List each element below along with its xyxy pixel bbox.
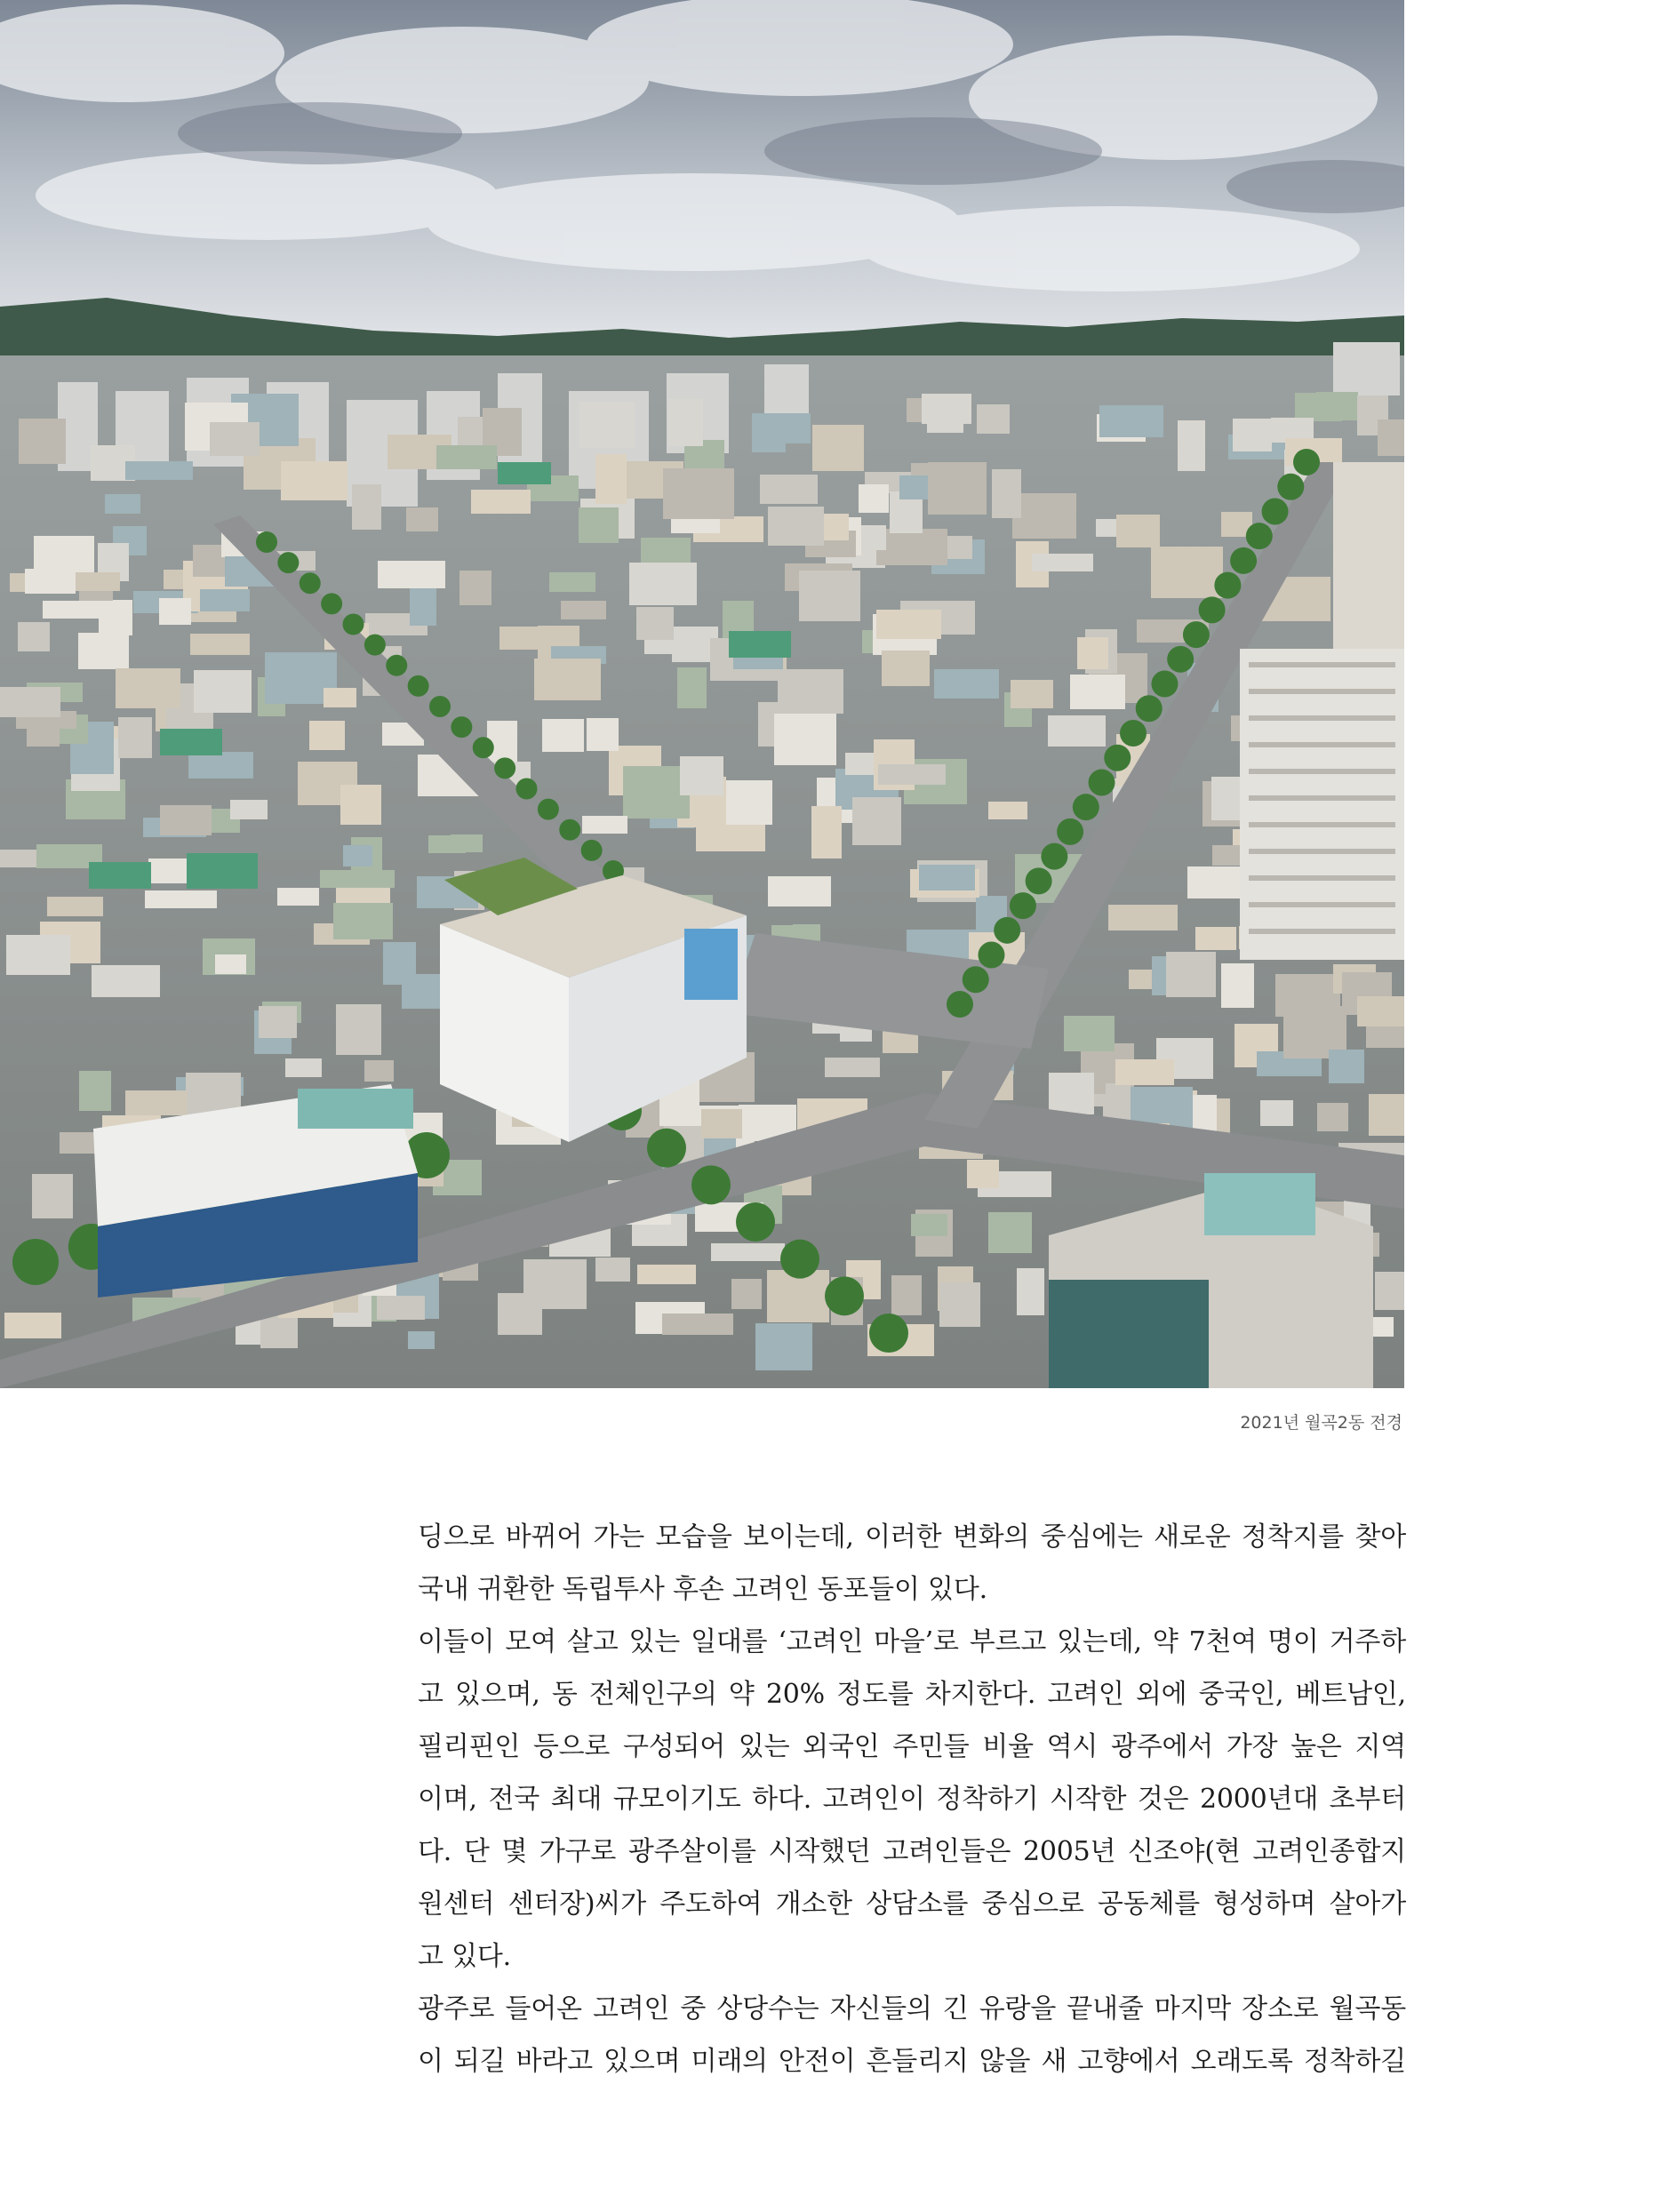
house-block: [760, 475, 818, 504]
house-block: [1151, 547, 1223, 598]
house-block: [582, 816, 627, 834]
house-block: [878, 764, 946, 785]
house-block: [663, 468, 734, 519]
house-block: [259, 1006, 297, 1038]
house-block: [118, 717, 152, 758]
house-block: [1064, 1016, 1115, 1051]
house-block: [731, 1279, 762, 1309]
house-block: [845, 753, 875, 775]
tree: [559, 819, 580, 841]
tree: [1151, 671, 1178, 698]
body-line: 딩으로 바뀌어 가는 모습을 보이는데, 이러한 변화의 중심에는 새로운 정착지를 찾아: [418, 1521, 1406, 1553]
house-block: [43, 601, 114, 619]
house-block: [32, 1174, 73, 1218]
house-block: [200, 589, 250, 611]
tree: [277, 552, 299, 573]
house-block: [499, 627, 538, 650]
tree: [780, 1240, 819, 1279]
house-block: [768, 507, 824, 546]
tree: [1010, 892, 1036, 919]
house-block: [911, 1214, 947, 1236]
house-block: [1115, 1059, 1174, 1085]
house-block: [277, 888, 319, 906]
house-block: [680, 756, 723, 795]
house-block: [1317, 1103, 1348, 1131]
house-block: [1195, 927, 1236, 950]
house-block: [210, 422, 260, 456]
tree: [321, 593, 342, 614]
house-block: [542, 719, 584, 752]
house-block: [92, 965, 160, 997]
house-block: [1099, 405, 1163, 437]
house-block: [19, 419, 66, 464]
house-block: [230, 800, 268, 819]
house-block: [459, 571, 491, 605]
tree: [1262, 498, 1289, 524]
house-block: [451, 834, 483, 852]
house-block: [1048, 715, 1106, 747]
house-block: [641, 538, 691, 566]
house-block: [922, 394, 971, 424]
house-block: [534, 659, 601, 700]
house-block: [343, 845, 372, 866]
house-block: [193, 545, 225, 577]
tree: [1120, 720, 1147, 747]
tree: [1057, 819, 1083, 845]
body-line: 고 있다.: [418, 1941, 512, 1972]
tree: [869, 1314, 908, 1353]
tree: [1214, 572, 1241, 599]
house-block: [47, 897, 103, 916]
tree: [825, 1276, 864, 1315]
article-body: [418, 1511, 1406, 2088]
house-block: [636, 607, 674, 640]
house-block: [410, 584, 436, 626]
house-block: [1077, 637, 1108, 669]
house-block: [188, 752, 253, 779]
tree: [1199, 596, 1226, 623]
body-line: 이 되길 바라고 있으며 미래의 안전이 흔들리지 않을 새 고향에서 오래도록 정착하길: [418, 2046, 1406, 2077]
house-block: [1329, 1050, 1364, 1083]
house-block: [859, 525, 886, 550]
tree: [1246, 523, 1273, 549]
tree: [647, 1129, 686, 1168]
house-block: [629, 563, 697, 605]
tree: [386, 655, 407, 676]
house-block: [436, 445, 497, 469]
tree: [1073, 794, 1099, 820]
house-block: [637, 1265, 696, 1284]
tree: [947, 991, 973, 1018]
house-block: [406, 507, 438, 531]
tree: [494, 757, 515, 779]
house-block: [988, 802, 1027, 819]
house-block: [364, 1060, 394, 1082]
body-line: 국내 귀환한 독립투사 후손 고려인 동포들이 있다.: [418, 1574, 987, 1605]
house-block: [378, 561, 445, 588]
body-line: 필리핀인 등으로 구성되어 있는 외국인 주민들 비율 역시 광주에서 가장 높은 지역: [418, 1731, 1406, 1762]
house-block: [1032, 554, 1093, 571]
house-block: [587, 718, 619, 751]
house-block: [1211, 777, 1243, 820]
tree: [1136, 695, 1163, 722]
house-block: [876, 529, 947, 565]
tree: [343, 614, 364, 635]
tree: [1167, 646, 1194, 673]
house-block: [1070, 675, 1125, 709]
house-block: [1166, 952, 1216, 997]
house-block: [377, 1296, 425, 1320]
house-block: [1375, 1272, 1404, 1310]
house-block: [79, 1071, 111, 1111]
body-line: 다. 단 몇 가구로 광주살이를 시작했던 고려인들은 2005년 신조야(현 고려인종합지: [418, 1836, 1406, 1867]
tree: [1293, 449, 1320, 475]
house-block: [711, 1243, 785, 1261]
body-line: 이며, 전국 최대 규모이기도 하다. 고려인이 정착하기 시작한 것은 2000년대 초부터: [418, 1784, 1406, 1815]
house-block: [160, 805, 212, 835]
house-block: [352, 484, 381, 530]
house-block: [799, 571, 860, 621]
house-block: [677, 667, 707, 708]
house-block: [859, 484, 889, 513]
tree: [1277, 474, 1304, 500]
house-block: [939, 1282, 980, 1327]
house-block: [755, 1323, 812, 1370]
house-block: [1357, 996, 1404, 1026]
house-block: [561, 601, 606, 619]
tree: [1104, 745, 1131, 771]
tree: [1026, 867, 1052, 894]
tree: [516, 779, 538, 800]
house-block: [6, 935, 70, 975]
house-block: [1011, 680, 1053, 708]
house-block: [1260, 1100, 1293, 1126]
house-block: [662, 1314, 733, 1335]
house-block: [852, 797, 901, 845]
apartment-tower: [1240, 649, 1404, 960]
tree: [473, 737, 494, 758]
tree: [736, 1202, 775, 1242]
house-block: [4, 1313, 61, 1338]
body-line: 이들이 모여 살고 있는 일대를 ‘고려인 마을’로 부르고 있는데, 약 7천여 명이 거주하: [418, 1626, 1406, 1657]
house-block: [215, 954, 246, 974]
tree: [300, 572, 321, 594]
house-block: [1378, 419, 1404, 456]
photo-caption: 2021년 월곡2동 전경: [1240, 1413, 1402, 1433]
tree: [1183, 621, 1210, 648]
house-block: [190, 634, 250, 655]
tree: [691, 1165, 731, 1204]
house-block: [1012, 493, 1076, 539]
body-line: 광주로 들어온 고려인 중 상당수는 자신들의 긴 유랑을 끝내줄 마지막 장소로 월곡동: [418, 1993, 1406, 2024]
house-block: [125, 1090, 188, 1115]
house-block: [18, 622, 50, 651]
tree: [1230, 547, 1257, 574]
house-block: [549, 572, 595, 592]
house-block: [105, 494, 140, 514]
tree: [1089, 769, 1115, 795]
house-block: [116, 668, 180, 708]
house-block: [1108, 905, 1178, 930]
house-block: [928, 462, 987, 515]
house-block: [25, 569, 76, 594]
house-block: [595, 1258, 630, 1282]
house-block: [891, 1275, 922, 1315]
house-block: [408, 1331, 435, 1349]
house-block: [1369, 1094, 1404, 1136]
house-block: [471, 490, 531, 514]
house-block: [668, 399, 703, 446]
house-block: [876, 610, 941, 639]
tree: [429, 696, 451, 717]
tree: [451, 716, 472, 738]
house-block: [988, 1212, 1032, 1253]
house-block: [145, 890, 217, 908]
tree: [538, 799, 559, 820]
house-block: [623, 766, 690, 819]
house-block: [825, 1058, 880, 1077]
house-block: [1049, 1073, 1094, 1114]
house-block: [1295, 393, 1342, 421]
house-block: [752, 413, 786, 452]
house-block: [281, 461, 348, 500]
house-block: [1178, 420, 1205, 471]
tree: [963, 966, 989, 993]
house-block: [579, 402, 635, 448]
tree: [364, 635, 386, 656]
house-block: [919, 865, 975, 890]
house-block: [579, 507, 619, 543]
body-line: 원센터 센터장)씨가 주도하여 개소한 상담소를 중심으로 공동체를 형성하며 살아가: [418, 1889, 1406, 1920]
house-block: [285, 1058, 322, 1077]
house-block: [78, 633, 129, 669]
house-block: [778, 669, 843, 714]
house-block: [812, 425, 864, 471]
house-block: [1233, 419, 1272, 451]
house-block: [967, 1160, 999, 1188]
house-block: [320, 870, 395, 888]
tree: [256, 531, 277, 553]
body-line: 고 있으며, 동 전체인구의 약 20% 정도를 차지한다. 고려인 외에 중국인, 베트남인,: [418, 1679, 1406, 1710]
house-block: [498, 1293, 542, 1335]
tree: [12, 1239, 59, 1285]
house-block: [774, 714, 836, 765]
house-block: [159, 598, 191, 625]
house-block: [701, 1109, 742, 1138]
house-block: [768, 876, 831, 906]
tree: [408, 675, 429, 697]
house-block: [1116, 515, 1160, 547]
house-block: [309, 721, 345, 750]
house-block: [0, 687, 60, 717]
house-block: [934, 669, 999, 699]
house-block: [125, 461, 193, 480]
house-block: [333, 903, 393, 939]
house-block: [595, 454, 627, 504]
house-block: [340, 785, 381, 825]
house-block: [977, 404, 1010, 434]
house-block: [194, 670, 252, 713]
tree: [581, 840, 603, 861]
tree: [994, 917, 1020, 944]
house-block: [811, 806, 842, 858]
house-block: [992, 469, 1021, 518]
house-block: [1221, 963, 1254, 1008]
house-block: [336, 1004, 381, 1055]
house-block: [1017, 1268, 1044, 1315]
house-block: [882, 651, 930, 686]
tree: [1041, 843, 1067, 870]
tree: [978, 942, 1004, 969]
house-block: [324, 688, 356, 707]
